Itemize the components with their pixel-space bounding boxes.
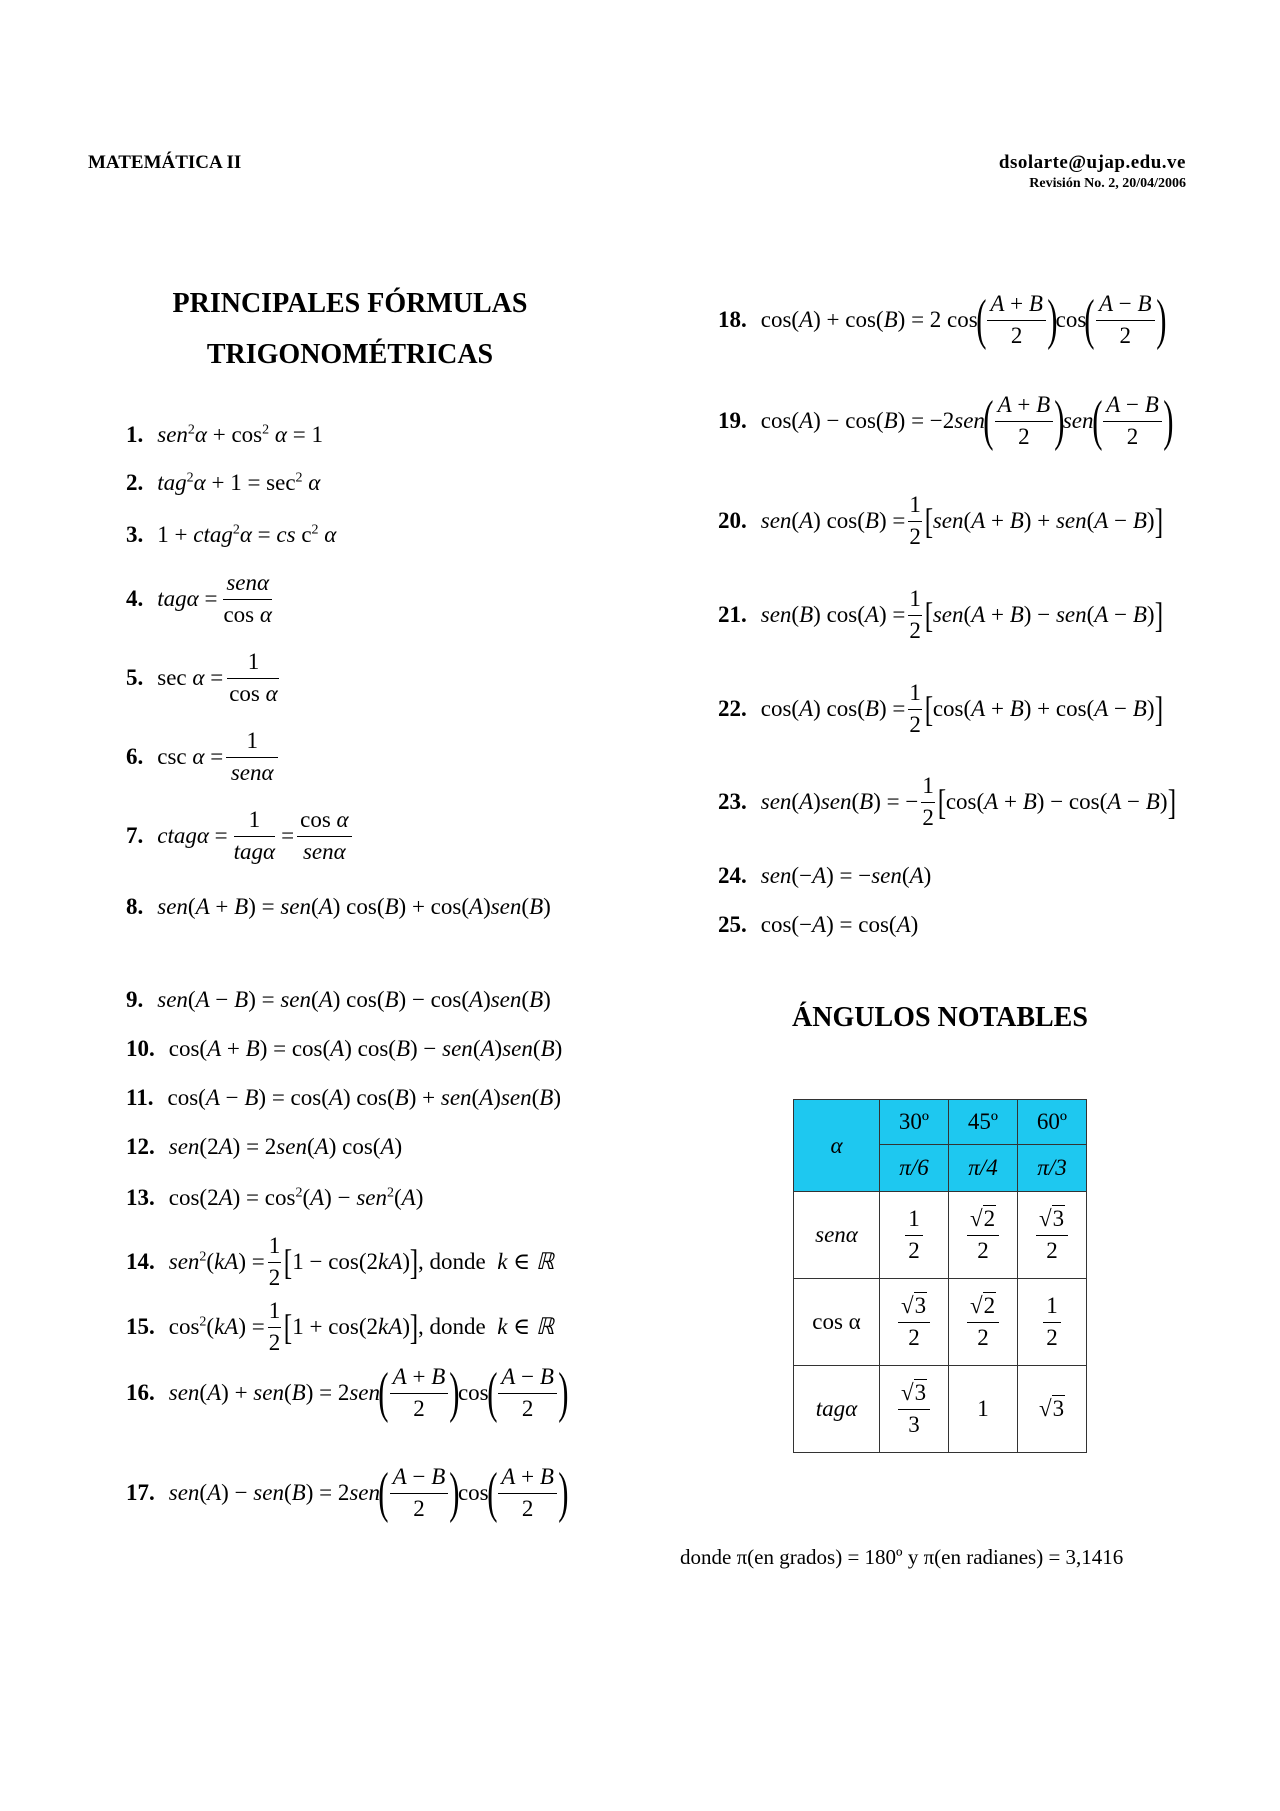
deg-30: 30º: [880, 1100, 949, 1145]
formula-number: 18.: [718, 307, 747, 332]
formula-number: 13.: [126, 1185, 155, 1210]
formula-16: 16. sen(A) + sen(B) = 2sen ( $\frac{A + B}{2}$ ) cos ( $\frac{A - B}{2}$ ): [126, 1361, 569, 1424]
formula-14: 14. sen$^2$(kA) = $\frac{1}{2}$ [ 1 − cos(2kA) ] , donde k ∈ ℝ: [126, 1233, 555, 1290]
formula-number: 17.: [126, 1480, 155, 1505]
sen-30: $\frac{1}{2}$: [880, 1192, 949, 1279]
formula-24: 24. sen(−A) = −sen(A): [718, 863, 932, 888]
notable-angles-title: ÁNGULOS NOTABLES: [792, 1002, 1088, 1033]
formula-18: 18. cos(A) + cos(B) = 2 cos ( $\frac{A + B}{2}$ ) cos ( $\frac{A - B}{2}$ ): [718, 288, 1167, 351]
formula-number: 19.: [718, 408, 747, 433]
rad-45: π/4: [949, 1145, 1018, 1192]
cos-30: $\frac{√3}{2}$: [880, 1279, 949, 1366]
formula-5: 5. sec α = $\frac{1}{\text{cos α}}$: [126, 649, 278, 706]
author-email[interactable]: dsolarte@ujap.edu.ve: [998, 152, 1186, 173]
tag-45: 1: [949, 1366, 1018, 1453]
formula-23: 23. sen(A)sen(B) = − $\frac{1}{2}$ [ cos(A + B) − cos(A − B) ]: [718, 773, 1176, 830]
formula-8: 8. sen(A + B) = sen(A) cos(B) + cos(A)sen(B): [126, 894, 551, 919]
formula-number: 9.: [126, 987, 144, 1012]
rad-30: π/6: [880, 1145, 949, 1192]
title-line-1: PRINCIPALES FÓRMULAS: [172, 288, 528, 319]
rad-60: π/3: [1018, 1145, 1087, 1192]
formula-number: 6.: [126, 744, 144, 769]
formula-number: 12.: [126, 1134, 155, 1159]
notable-angles-table: [793, 1099, 1087, 1453]
row-label-cos: cos α: [794, 1279, 880, 1366]
formula-number: 1.: [126, 422, 144, 447]
formula-number: 23.: [718, 789, 747, 814]
formula-20: 20. sen(A) cos(B) = $\frac{1}{2}$ [ sen(A + B) + sen(A − B) ]: [718, 492, 1163, 549]
formula-7: 7. ctagα = $\frac{1}{\text{tagα}}$ = $\frac{\text{cos α}}{\text{senα}}$: [126, 801, 355, 871]
formula-21: 21. sen(B) cos(A) = $\frac{1}{2}$ [ sen(A + B) − sen(A − B) ]: [718, 586, 1163, 643]
deg-60: 60º: [1018, 1100, 1087, 1145]
formula-2: 2. $tag^2\alpha + 1 = \sec^2 \alpha$: [126, 470, 321, 495]
formula-number: 14.: [126, 1249, 155, 1274]
reals-condition: k ∈ ℝ: [497, 1314, 555, 1339]
formula-22: 22. cos(A) cos(B) = $\frac{1}{2}$ [ cos(A + B) + cos(A − B) ]: [718, 680, 1163, 737]
formula-number: 8.: [126, 894, 144, 919]
alpha-header: α: [794, 1100, 880, 1192]
formula-number: 5.: [126, 665, 144, 690]
row-label-sen: senα: [794, 1192, 880, 1279]
formula-number: 10.: [126, 1036, 155, 1061]
formula-10: 10. cos(A + B) = cos(A) cos(B) − sen(A)sen(B): [126, 1036, 563, 1061]
course-name: MATEMÁTICA II: [88, 152, 242, 173]
formula-9: 9. sen(A − B) = sen(A) cos(B) − cos(A)sen(B): [126, 987, 551, 1012]
title-line-2: TRIGONOMÉTRICAS: [206, 339, 494, 370]
tag-30: $\frac{√3}{3}$: [880, 1366, 949, 1453]
donde-label: donde: [429, 1314, 486, 1339]
formula-17: 17. sen(A) − sen(B) = 2sen ( $\frac{A - B}{2}$ ) cos ( $\frac{A + B}{2}$ ): [126, 1461, 569, 1524]
formula-3: 3. 1 + ctag$^2$α = cs $c^2$ α: [126, 522, 337, 547]
sen-60: $\frac{√3}{2}$: [1018, 1192, 1087, 1279]
formula-1: 1. $sen^2\alpha + \cos^2 \alpha = 1$: [126, 422, 323, 447]
formula-number: 15.: [126, 1314, 155, 1339]
cos-45: $\frac{√2}{2}$: [949, 1279, 1018, 1366]
formula-6: 6. csc α = $\frac{1}{\text{senα}}$: [126, 722, 281, 792]
formula-number: 22.: [718, 696, 747, 721]
row-label-tag: tagα: [794, 1366, 880, 1453]
pi-footnote: donde π(en grados) = 180º y π(en radianes) = 3,1416: [680, 1545, 1124, 1569]
formula-number: 11.: [126, 1085, 154, 1110]
formula-number: 4.: [126, 586, 144, 611]
formula-number: 25.: [718, 912, 747, 937]
revision-info: Revisión No. 2, 20/04/2006: [1029, 176, 1186, 191]
formula-15: 15. $\cos^2(kA)$ = $\frac{1}{2}$ [ 1 + cos(2kA) ] , donde k ∈ ℝ: [126, 1298, 555, 1355]
formula-19: 19. cos(A) − cos(B) = −2sen ( $\frac{A + B}{2}$ ) sen ( $\frac{A - B}{2}$ ): [718, 389, 1174, 452]
page-title: [140, 278, 560, 380]
formula-25: 25. cos(−A) = cos(A): [718, 912, 919, 937]
formula-number: 24.: [718, 863, 747, 888]
formula-number: 2.: [126, 470, 144, 495]
formula-number: 7.: [126, 823, 144, 848]
tag-60: √3: [1018, 1366, 1087, 1453]
reals-condition: k ∈ ℝ: [497, 1249, 555, 1274]
formula-11: 11. cos(A − B) = cos(A) cos(B) + sen(A)sen(B): [126, 1085, 562, 1110]
formula-13: 13. $\cos(2A) = \cos^2(A) - sen^2(A)$: [126, 1185, 424, 1210]
donde-label: donde: [429, 1249, 486, 1274]
formula-number: 21.: [718, 602, 747, 627]
formula-4: 4. tagα = $\frac{\text{senα}}{\text{cos α}}$: [126, 570, 272, 627]
formula-number: 20.: [718, 508, 747, 533]
formula-number: 16.: [126, 1380, 155, 1405]
formula-number: 3.: [126, 522, 144, 547]
deg-45: 45º: [949, 1100, 1018, 1145]
cos-60: $\frac{1}{2}$: [1018, 1279, 1087, 1366]
sen-45: $\frac{√2}{2}$: [949, 1192, 1018, 1279]
header-info: [999, 152, 1186, 192]
formula-12: 12. sen(2A) = 2sen(A) cos(A): [126, 1134, 403, 1159]
